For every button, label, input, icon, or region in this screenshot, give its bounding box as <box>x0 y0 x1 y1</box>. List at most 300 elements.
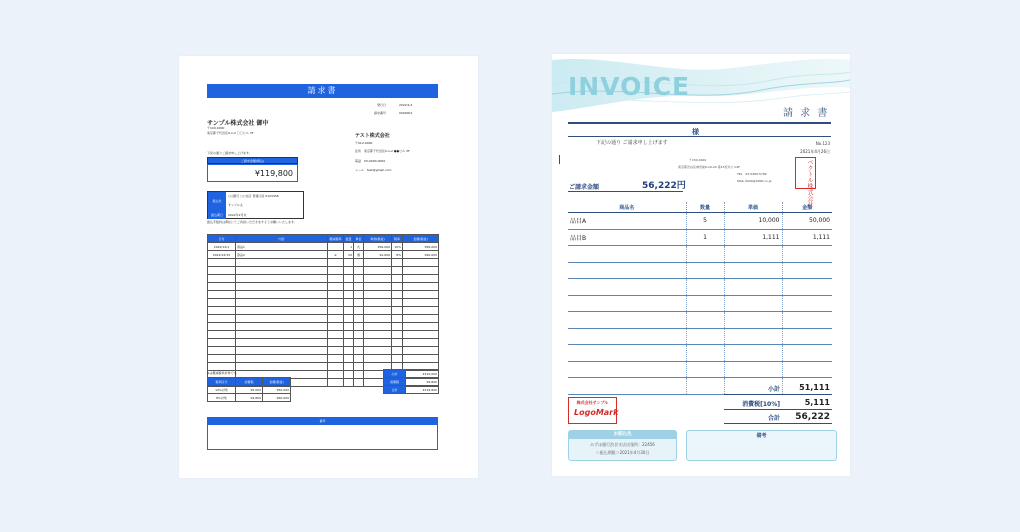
column-header: 商品名 <box>568 202 686 213</box>
table-cell <box>364 331 392 339</box>
table-cell <box>568 312 686 329</box>
title-rule <box>568 122 831 124</box>
table-cell <box>208 291 236 299</box>
table-cell <box>344 379 354 387</box>
column-header: 数量 <box>345 236 352 241</box>
items-table <box>207 234 439 387</box>
column-header: 金額(税抜) <box>403 235 439 243</box>
table-cell <box>236 363 328 371</box>
table-cell: ¥40,000 <box>403 251 439 259</box>
column-header: 数量 <box>686 202 724 213</box>
table-cell <box>686 378 724 395</box>
table-cell <box>392 259 403 267</box>
reduced-tax-note: ※は軽減税率対象です。 <box>207 371 240 375</box>
table-cell <box>344 331 354 339</box>
table-cell: 1 <box>686 229 724 246</box>
table-cell <box>403 259 439 267</box>
table-cell <box>328 307 344 315</box>
table-cell <box>236 331 328 339</box>
table-cell <box>354 307 364 315</box>
table-cell <box>344 267 354 275</box>
table-row <box>208 243 439 251</box>
invoice-page-left <box>179 56 478 478</box>
column-header: 単位 <box>355 236 362 241</box>
table-cell <box>236 347 328 355</box>
table-cell <box>724 279 782 296</box>
table-cell <box>236 259 328 267</box>
table-cell <box>403 283 439 291</box>
total-row <box>384 370 439 378</box>
table-cell <box>208 307 236 315</box>
tax-breakdown-table <box>207 377 291 402</box>
table-cell: ¥5,000 <box>236 386 263 394</box>
table-cell <box>403 347 439 355</box>
seal-text: ベクトル株式会社 <box>806 159 813 207</box>
table-row <box>568 361 832 378</box>
table-row <box>208 355 439 363</box>
table-cell <box>236 323 328 331</box>
table-cell <box>236 291 328 299</box>
table-cell <box>686 328 724 345</box>
amount-label: ご請求金額 <box>569 184 600 191</box>
table-row <box>568 229 832 246</box>
table-cell <box>344 347 354 355</box>
table-cell <box>686 345 724 362</box>
intro-text: 下記の通り ご請求申し上げます <box>596 140 668 146</box>
table-cell <box>392 291 403 299</box>
payment-dest-holder: サンプル太 <box>228 203 243 207</box>
table-cell <box>392 275 403 283</box>
column-header: 単価 <box>724 202 782 213</box>
table-cell <box>568 295 686 312</box>
table-cell: ¥50,000 <box>263 386 291 394</box>
table-row <box>208 283 439 291</box>
table-cell <box>208 363 236 371</box>
logo-company-text: 株式会社サンプル <box>576 400 609 405</box>
table-cell: 50,000 <box>782 213 832 230</box>
table-row <box>208 331 439 339</box>
table-cell <box>344 259 354 267</box>
column-header: 金額(税抜) <box>263 378 291 386</box>
payment-dest-label: 振込先 <box>208 192 226 211</box>
table-cell: 商品2 <box>236 251 328 259</box>
table-cell: 品目A <box>568 213 686 230</box>
table-row <box>208 267 439 275</box>
table-cell <box>328 347 344 355</box>
table-cell <box>328 243 344 251</box>
table-cell: 10% <box>392 243 403 251</box>
table-cell <box>344 315 354 323</box>
table-cell <box>403 299 439 307</box>
table-cell <box>568 378 686 395</box>
payment-due-label: 振込期日 <box>208 211 226 219</box>
table-cell: ¥4,800 <box>236 394 263 402</box>
table-cell <box>568 345 686 362</box>
payment-box <box>207 191 304 219</box>
table-cell <box>686 361 724 378</box>
table-cell <box>364 315 392 323</box>
total-row <box>384 386 439 394</box>
total-value: ¥110,000 <box>406 370 439 378</box>
table-cell <box>208 339 236 347</box>
table-cell <box>354 259 364 267</box>
amount-value: 56,222円 <box>642 181 686 191</box>
table-cell <box>236 307 328 315</box>
table-cell <box>568 361 686 378</box>
table-cell <box>354 371 364 379</box>
table-cell <box>328 259 344 267</box>
honorific: 様 <box>692 128 699 136</box>
table-cell: 1 <box>344 243 354 251</box>
amount-box <box>207 164 298 182</box>
table-cell <box>208 267 236 275</box>
table-cell: 8% <box>392 251 403 259</box>
table-cell <box>354 331 364 339</box>
amount-label: ご請求金額(税込) <box>207 157 298 164</box>
table-cell <box>328 315 344 323</box>
issuer-zip: 〒012-0000 <box>355 141 373 145</box>
table-cell <box>328 339 344 347</box>
table-cell <box>686 246 724 263</box>
table-row <box>208 299 439 307</box>
table-row <box>568 262 832 279</box>
table-cell <box>328 267 344 275</box>
table-cell <box>328 283 344 291</box>
remarks-box <box>207 424 438 450</box>
table-cell <box>686 295 724 312</box>
total-rule <box>724 423 832 424</box>
table-cell <box>724 246 782 263</box>
fee-note: 振込手数料は貴社にてご負担いただきますようお願いいたします。 <box>207 220 297 224</box>
table-cell: 1,111 <box>782 229 832 246</box>
issue-date: 2021年4月26日 <box>800 149 830 154</box>
table-cell <box>364 347 392 355</box>
table-cell <box>724 361 782 378</box>
table-cell <box>403 355 439 363</box>
addressee-rule <box>568 136 831 137</box>
table-cell <box>403 339 439 347</box>
table-cell <box>208 275 236 283</box>
table-cell <box>782 328 832 345</box>
table-cell <box>344 355 354 363</box>
table-cell <box>236 283 328 291</box>
table-cell <box>364 307 392 315</box>
table-cell <box>328 379 344 387</box>
table-cell: ¥56,000 <box>364 243 392 251</box>
page-title: 請 求 書 <box>783 108 830 119</box>
remarks-label: 備考 <box>756 433 767 439</box>
table-row <box>568 279 832 296</box>
client-address: 東京都千代田区0-1-2 〇〇ビル 3F <box>207 131 254 135</box>
table-row <box>568 295 832 312</box>
table-cell: 1,111 <box>724 229 782 246</box>
table-cell <box>208 315 236 323</box>
table-cell <box>354 347 364 355</box>
issue-date-label: 発行日 <box>377 103 387 107</box>
total-value: 51,111 <box>799 383 830 392</box>
invoice-banner-text: INVOICE <box>568 72 691 101</box>
table-row <box>208 307 439 315</box>
issuer-phone: 電話 03-0000-0000 <box>355 159 386 163</box>
issuer-mail: MAIL 0000@0000.co.jp <box>737 179 772 183</box>
total-value: ¥119,800 <box>406 386 439 394</box>
table-cell <box>344 339 354 347</box>
table-cell <box>344 371 354 379</box>
table-cell <box>364 339 392 347</box>
total-row <box>384 378 439 386</box>
items-table <box>568 202 832 395</box>
table-cell <box>782 262 832 279</box>
total-label: 小計 <box>767 386 780 393</box>
table-cell <box>568 279 686 296</box>
table-cell: 商品1 <box>236 243 328 251</box>
table-cell <box>724 328 782 345</box>
invoice-page-right <box>552 54 850 476</box>
table-cell <box>236 275 328 283</box>
table-cell <box>354 299 364 307</box>
table-cell: ¥60,000 <box>263 394 291 402</box>
issuer-zip: 〒150-0001 <box>689 158 707 162</box>
table-cell <box>344 275 354 283</box>
table-cell <box>344 283 354 291</box>
column-header: 軽減税率 <box>329 236 342 241</box>
total-value: 56,222 <box>795 412 830 422</box>
company-seal <box>795 157 816 207</box>
table-cell <box>782 295 832 312</box>
total-rule <box>724 394 832 395</box>
table-cell <box>328 275 344 283</box>
table-cell: 2022/12/15 <box>208 251 236 259</box>
issue-date: 2022/1/1 <box>399 103 413 107</box>
table-cell <box>403 291 439 299</box>
remarks-box <box>686 430 837 461</box>
table-cell <box>328 371 344 379</box>
table-cell <box>364 267 392 275</box>
table-cell <box>364 355 392 363</box>
table-cell <box>344 363 354 371</box>
table-cell <box>354 275 364 283</box>
table-cell <box>392 323 403 331</box>
table-cell <box>392 339 403 347</box>
left-marker <box>559 155 560 164</box>
table-cell <box>328 355 344 363</box>
table-cell <box>354 315 364 323</box>
company-logo <box>568 397 617 424</box>
column-header: 税率 <box>392 235 403 243</box>
table-cell <box>403 307 439 315</box>
payment-deadline: ＜振込期限＞2021年4月30日 <box>595 450 650 455</box>
table-cell: 品目B <box>568 229 686 246</box>
table-cell: 5 <box>686 213 724 230</box>
table-cell <box>364 299 392 307</box>
table-row <box>208 323 439 331</box>
table-row <box>208 291 439 299</box>
column-header: 単価(税抜) <box>364 235 392 243</box>
table-cell <box>354 355 364 363</box>
table-row <box>208 275 439 283</box>
payment-dest-bank: ○○銀行 ○○支店 普通口座 0123456 <box>228 194 279 198</box>
table-cell <box>328 323 344 331</box>
table-cell <box>686 279 724 296</box>
table-cell <box>782 361 832 378</box>
table-cell: 10%対象 <box>208 386 236 394</box>
table-cell <box>568 328 686 345</box>
table-cell <box>354 283 364 291</box>
table-row <box>568 246 832 263</box>
table-cell <box>686 312 724 329</box>
table-cell <box>364 275 392 283</box>
table-cell <box>782 246 832 263</box>
total-label: 合計 <box>767 415 780 422</box>
table-cell <box>344 323 354 331</box>
totals-table <box>383 369 439 394</box>
table-cell <box>236 355 328 363</box>
table-cell <box>354 323 364 331</box>
table-cell: ※ <box>328 251 344 259</box>
table-cell <box>782 345 832 362</box>
table-cell <box>364 283 392 291</box>
logo-mark-text: LogoMark <box>574 408 619 417</box>
table-cell <box>782 279 832 296</box>
table-cell <box>328 299 344 307</box>
issuer-tel: TEL 03-5469-5780 <box>737 172 767 176</box>
table-cell <box>208 299 236 307</box>
table-cell <box>403 275 439 283</box>
table-cell <box>364 291 392 299</box>
table-cell <box>208 347 236 355</box>
table-row <box>208 347 439 355</box>
table-cell <box>208 259 236 267</box>
issuer-address: 東京都渋谷区神宮前6-19-20 第15荒井ビル4F <box>678 165 741 169</box>
table-cell <box>392 283 403 291</box>
table-cell: 8%対象 <box>208 394 236 402</box>
table-cell <box>782 312 832 329</box>
table-row <box>208 386 291 394</box>
table-cell <box>344 291 354 299</box>
table-row <box>568 312 832 329</box>
table-cell <box>392 355 403 363</box>
table-cell <box>724 262 782 279</box>
invoice-no-label: 請求番号 <box>374 111 387 115</box>
bank-account: みずほ銀行渋谷支店出張所：22456 <box>590 442 655 447</box>
issuer-address: 住所 東京都千代田区0-1-2 ●●ビル 3F <box>355 149 410 153</box>
table-cell <box>354 379 364 387</box>
table-cell <box>344 307 354 315</box>
table-cell: ¥56,000 <box>403 243 439 251</box>
table-row <box>568 378 832 395</box>
table-row <box>568 213 832 230</box>
table-cell <box>328 363 344 371</box>
table-cell <box>403 267 439 275</box>
table-cell <box>403 323 439 331</box>
table-row <box>208 394 291 402</box>
table-cell <box>354 291 364 299</box>
table-row <box>208 259 439 267</box>
intro-text: 下記の通りご請求申し上げます。 <box>207 151 252 155</box>
payment-due-value: 2022年2月末 <box>228 213 247 217</box>
table-cell: 20 <box>344 251 354 259</box>
table-cell <box>236 299 328 307</box>
client-name: サンプル株式会社 御中 <box>207 120 269 127</box>
total-label: 消費税[10%] <box>742 401 780 408</box>
amount-value: ¥119,800 <box>254 169 293 178</box>
total-value: 5,111 <box>804 398 830 407</box>
table-cell <box>724 312 782 329</box>
total-label: 小計 <box>384 370 406 378</box>
invoice-number: No.123 <box>815 141 830 146</box>
column-header: 税率区分 <box>208 378 236 386</box>
table-cell <box>568 262 686 279</box>
page-title: 請求書 <box>207 84 438 98</box>
table-cell <box>724 345 782 362</box>
amount-rule <box>568 191 683 192</box>
table-cell <box>392 347 403 355</box>
total-label: 合計 <box>384 386 406 394</box>
column-header: 消費税 <box>236 378 263 386</box>
table-row <box>208 315 439 323</box>
table-cell <box>392 315 403 323</box>
table-cell <box>208 355 236 363</box>
table-cell: 式 <box>354 243 364 251</box>
bank-info-box <box>568 430 677 461</box>
table-cell <box>364 323 392 331</box>
table-cell: 個 <box>354 251 364 259</box>
column-header: 日付 <box>208 235 236 243</box>
table-cell <box>392 331 403 339</box>
table-cell <box>208 323 236 331</box>
table-cell <box>208 331 236 339</box>
remarks-label: 備考 <box>207 417 438 424</box>
column-header: 金額 <box>782 202 832 213</box>
table-cell: 10,000 <box>724 213 782 230</box>
issuer-name: テスト株式会社 <box>355 133 390 139</box>
table-cell <box>724 295 782 312</box>
table-cell <box>392 299 403 307</box>
table-cell <box>328 331 344 339</box>
total-label: 消費税 <box>384 378 406 386</box>
table-cell <box>403 315 439 323</box>
bank-label: お振込先 <box>569 431 676 439</box>
table-cell <box>686 262 724 279</box>
client-zip: 〒100-0000 <box>207 126 225 130</box>
table-cell <box>236 315 328 323</box>
table-cell <box>392 307 403 315</box>
table-cell <box>354 339 364 347</box>
table-row <box>208 251 439 259</box>
table-row <box>568 345 832 362</box>
column-header: 内容 <box>236 235 328 243</box>
table-row <box>208 339 439 347</box>
table-cell <box>403 331 439 339</box>
issuer-email: メール test@gmail.com <box>355 168 392 172</box>
table-cell <box>236 267 328 275</box>
table-cell <box>208 283 236 291</box>
table-cell <box>328 291 344 299</box>
table-cell <box>568 246 686 263</box>
table-cell <box>354 267 364 275</box>
table-cell: ¥2,000 <box>364 251 392 259</box>
total-rule <box>724 409 832 410</box>
table-cell <box>236 339 328 347</box>
table-cell <box>392 267 403 275</box>
table-cell: 2022/12/1 <box>208 243 236 251</box>
invoice-no: 0000001 <box>399 111 413 115</box>
table-cell <box>344 299 354 307</box>
table-row <box>568 328 832 345</box>
table-cell <box>364 259 392 267</box>
table-cell <box>354 363 364 371</box>
total-value: ¥9,800 <box>406 378 439 386</box>
